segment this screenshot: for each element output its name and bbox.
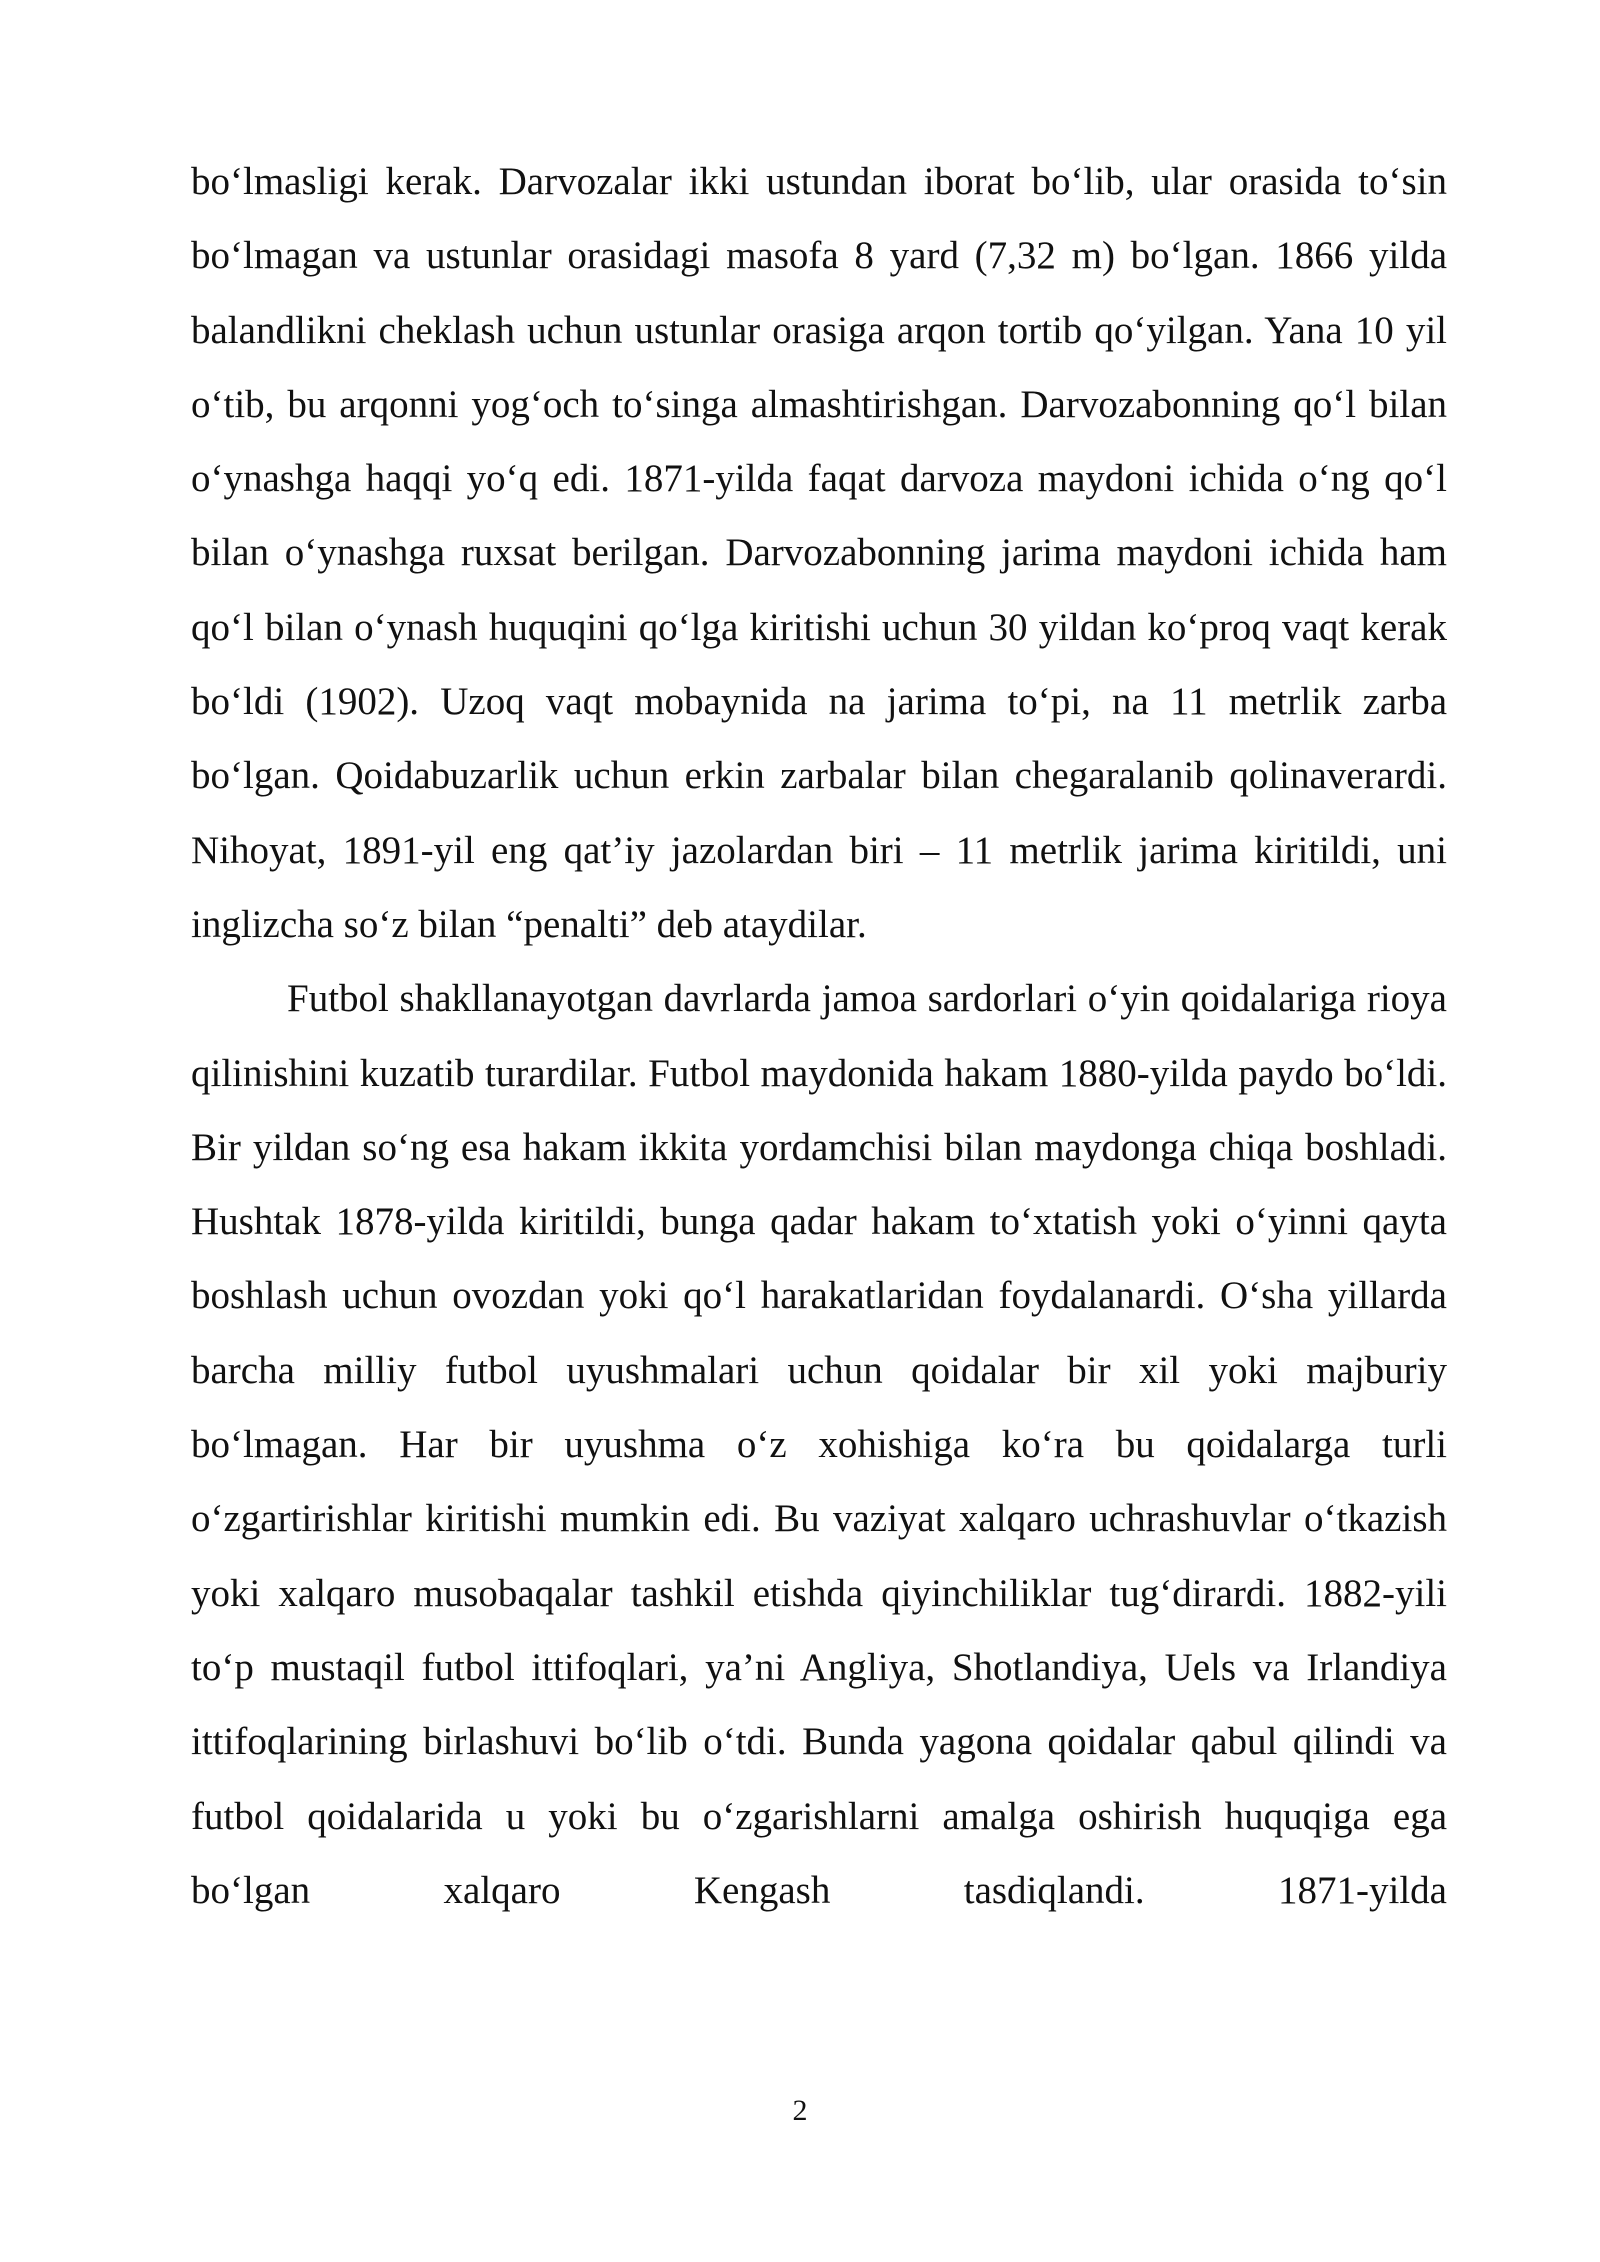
- paragraph-goal-rules: bo‘lmasligi kerak. Darvozalar ikki ustundan iborat bo‘lib, ular orasida to‘sin bo‘lmagan va ustunlar orasidagi masofa 8 yard (7,32 m) bo‘lgan. 1866 yilda balandlikni cheklash uchun ustunlar orasiga arqon tortib qo‘yilgan. Yana 10 yil o‘tib, bu arqonni yog‘och to‘singa almashtirishgan. Darvozabonning qo‘l bilan o‘ynashga haqqi yo‘q edi. 1871-yilda faqat darvoza maydoni ichida o‘ng qo‘l bilan o‘ynashga ruxsat berilgan. Darvozabonning jarima maydoni ichida ham qo‘l bilan o‘ynash huquqini qo‘lga kiritishi uchun 30 yildan ko‘proq vaqt kerak bo‘ldi (1902). Uzoq vaqt mobaynida na jarima to‘pi, na 11 metrlik zarba bo‘lgan. Qoidabuzarlik uchun erkin zarbalar bilan chegaralanib qolinaverardi. Nihoyat, 1891-yil eng qat’iy jazolardan biri – 11 metrlik jarima kiritildi, uni inglizcha so‘z bilan “penalti” deb ataydilar.: [191, 160, 1447, 946]
- page-number: 2: [792, 2094, 808, 2127]
- paragraph-referee-history: Futbol shakllanayotgan davrlarda jamoa sardorlari o‘yin qoidalariga rioya qilinishini kuzatib turardilar. Futbol maydonida hakam 1880-yilda paydo bo‘ldi. Bir yildan so‘ng esa hakam ikkita yordamchisi bilan maydonga chiqa boshladi. Hushtak 1878-yilda kiritildi, bunga qadar hakam to‘xtatish yoki o‘yinni qayta boshlash uchun ovozdan yoki qo‘l harakatlaridan foydalanardi. O‘sha yillarda barcha milliy futbol uyushmalari uchun qoidalar bir xil yoki majburiy bo‘lmagan. Har bir uyushma o‘z xohishiga ko‘ra bu qoidalarga turli o‘zgartirishlar kiritishi mumkin edi. Bu vaziyat xalqaro uchrashuvlar o‘tkazish yoki xalqaro musobaqalar tashkil etishda qiyinchiliklar tug‘dirardi. 1882-yili to‘p mustaqil futbol ittifoqlari, ya’ni Angliya, Shotlandiya, Uels va Irlandiya ittifoqlarining birlashuvi bo‘lib o‘tdi. Bunda yagona qoidalar qabul qilindi va futbol qoidalarida u yoki bu o‘zgarishlarni amalga oshirish huquqiga ega bo‘lgan xalqaro Kengash tasdiqlandi. 1871-yilda: [191, 977, 1447, 1912]
- body-text: [191, 145, 1447, 1928]
